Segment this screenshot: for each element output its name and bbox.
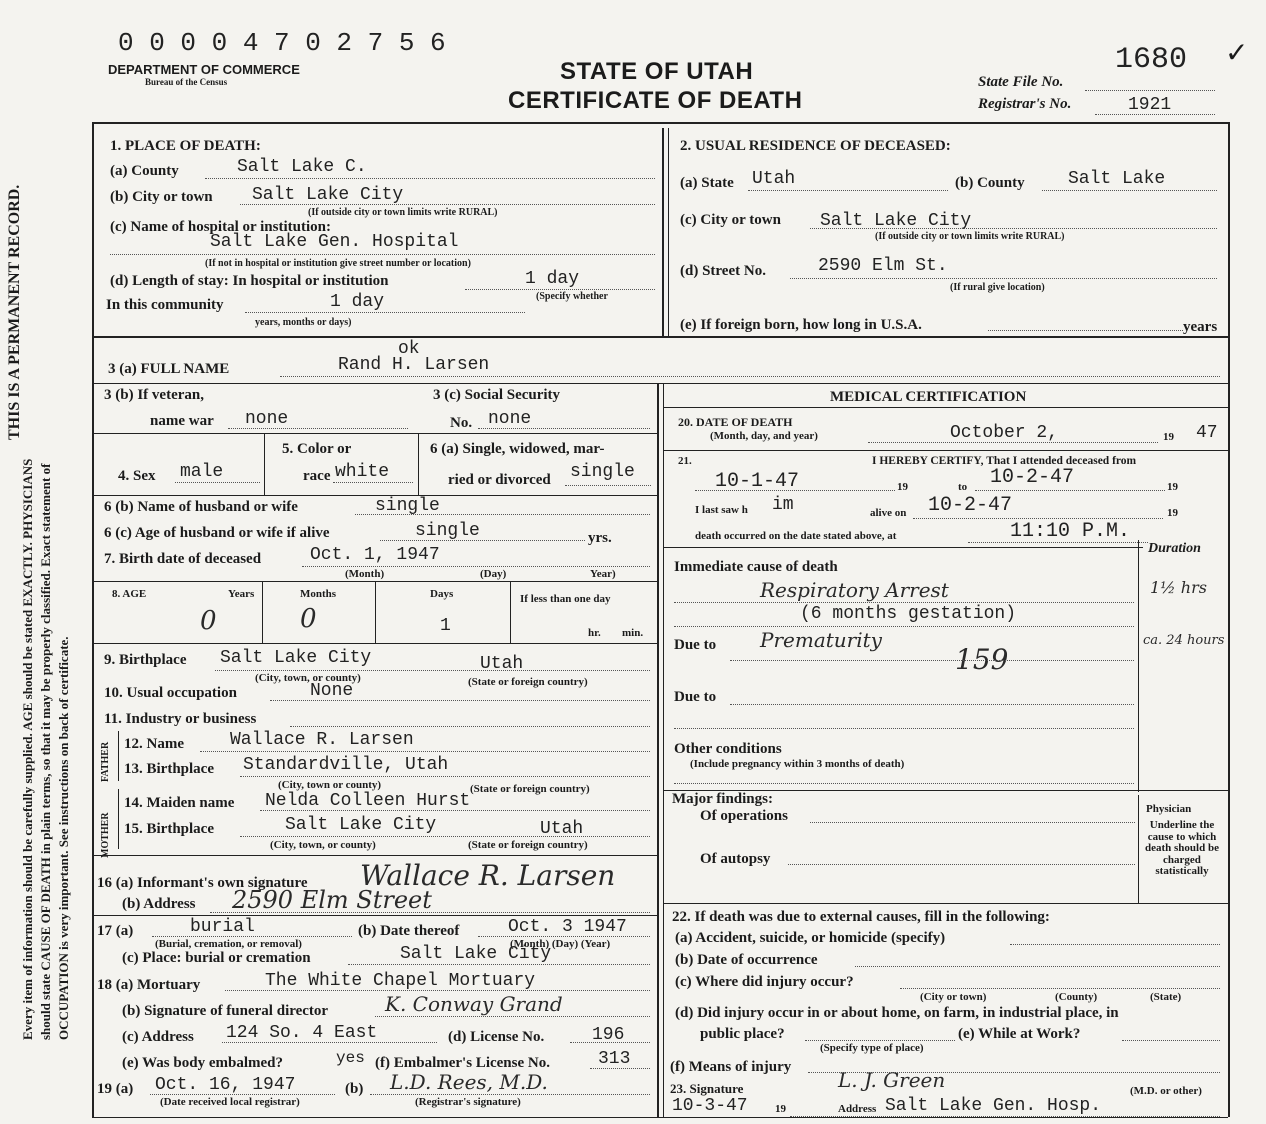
permanent-record-note: THIS IS A PERMANENT RECORD. [6,184,23,440]
bureau-label: Bureau of the Census [145,77,228,87]
department-label: DEPARTMENT OF COMMERCE [108,62,300,77]
alive-on-value: 10-2-47 [928,494,1013,517]
date-received-note: (Date received local registrar) [160,1096,300,1108]
major-findings-label: Major findings: [672,791,773,807]
disposition-date-value: Oct. 3 1947 [508,917,627,937]
yrs-label: yrs. [588,530,612,546]
disposition-date-note: (Month) (Day) (Year) [510,938,611,950]
birthplace-state-value: Utah [480,654,524,674]
father-birthplace-value: Standardville, Utah [243,755,449,775]
veteran-label: 3 (b) If veteran, [104,387,204,403]
pod-community-note: years, months or days) [255,317,352,328]
certificate-serial: 0 0 0 0 4 7 0 2 7 5 6 [118,28,446,58]
mother-maiden-label: 14. Maiden name [124,795,235,811]
pod-stay-value: 1 day [525,269,580,289]
date-of-death-year: 47 [1196,423,1218,443]
due-to-1-duration: ca. 24 hours [1143,633,1225,648]
certifier-date-19: 19 [775,1103,786,1115]
informant-signature-value: Wallace R. Larsen [360,859,616,892]
marital-value: single [570,462,635,482]
place-of-death-heading: 1. PLACE OF DEATH: [110,138,261,154]
war-value: none [245,409,289,429]
attended-from-19: 19 [897,481,908,493]
res-city-value: Salt Lake City [820,211,972,231]
color-label: 5. Color or [282,441,352,457]
age-hr-label: hr. [588,627,601,639]
external-f-label: (f) Means of injury [670,1059,792,1075]
spouse-age-label: 6 (c) Age of husband or wife if alive [104,525,330,541]
birthplace-city-note: (City, town, or county) [255,672,361,684]
date-of-death-label: 20. DATE OF DEATH [678,415,793,429]
age-min-label: min. [622,627,644,639]
res-city-label: (c) City or town [680,212,781,228]
alive-on-19: 19 [1167,507,1178,519]
age-days-col: Days [430,588,454,600]
marital-label: 6 (a) Single, widowed, mar- [430,441,605,457]
age-years-col: Years [228,588,255,600]
instructions-line-3: OCCUPATION is very important. See instructions on back of certificate. [56,636,71,1040]
instructions-line-1: Every item of information should be carefully supplied. AGE should be stated EXACTLY. PHYSICIANS [20,458,35,1040]
other-conditions-label: Other conditions [674,741,782,757]
certifier-signature-label: 23. Signature [670,1081,744,1096]
date-received-label: 19 (a) [97,1081,134,1097]
mother-birthplace-label: 15. Birthplace [124,821,214,837]
physician-note: Underline the cause to which death should be charged statistically [1145,819,1219,878]
immediate-cause-label: Immediate cause of death [674,559,838,575]
pod-community-label: In this community [106,297,224,313]
birth-date-label: 7. Birth date of deceased [104,551,262,567]
res-state-label: (a) State [680,175,734,191]
physician-note-title: Physician [1146,803,1192,815]
res-county-label: (b) County [955,175,1025,191]
immediate-duration-value: 1½ hrs [1150,578,1207,597]
attended-to-value: 10-2-47 [990,466,1075,489]
spouse-name-value: single [375,496,440,516]
disposition-date-label: (b) Date thereof [358,923,460,939]
state-file-value: 1680 [1115,43,1188,77]
medical-heading: MEDICAL CERTIFICATION [830,389,1027,405]
last-saw-label: I last saw h [695,504,748,516]
external-c-city-note: (City or town) [920,991,987,1003]
duration-label: Duration [1148,541,1201,556]
mortuary-value: The White Chapel Mortuary [265,971,536,991]
birthplace-city-value: Salt Lake City [220,648,372,668]
burial-place-value: Salt Lake City [400,944,552,964]
embalmer-license-value: 313 [598,1049,631,1069]
certify-text: I HEREBY CERTIFY, That I attended deceased from [872,455,1137,467]
death-occurred-value: 11:10 P.M. [1010,520,1131,543]
last-saw-value: im [772,495,794,515]
pod-city-note: (If outside city or town limits write RURAL) [308,207,498,218]
mother-maiden-value: Nelda Colleen Hurst [265,791,471,811]
mother-state-note: (State or foreign country) [468,839,588,851]
pod-specify-note: (Specify whether [536,291,608,302]
external-b-label: (b) Date of occurrence [675,952,818,968]
certifier-address-label: Address [838,1103,877,1115]
alive-on-label: alive on [870,507,907,519]
disposition-note: (Burial, cremation, or removal) [155,938,302,950]
age-months-value: 0 [300,604,317,634]
pod-community-value: 1 day [330,292,385,312]
informant-address-value: 2590 Elm Street [232,886,432,914]
pod-county-value: Salt Lake C. [237,157,367,177]
birth-year-note: Year) [590,568,616,580]
funeral-director-label: (b) Signature of funeral director [122,1003,329,1019]
of-autopsy-label: Of autopsy [700,851,771,867]
res-county-value: Salt Lake [1068,169,1166,189]
immediate-cause-value: Respiratory Arrest [760,578,949,602]
embalmed-value: yes [336,1049,365,1067]
age-less-than-day-col: If less than one day [520,593,611,605]
due-to-1-label: Due to [674,637,717,653]
external-e-label: (e) While at Work? [958,1026,1081,1042]
age-label: 8. AGE [112,588,147,600]
registrar-value: 1921 [1128,95,1172,115]
date-of-death-century: 19 [1163,431,1174,443]
external-d-label-2: public place? [700,1026,785,1042]
immediate-cause-extra: (6 months gestation) [800,604,1017,624]
full-name-label: 3 (a) FULL NAME [108,361,230,377]
occupation-value: None [310,681,354,701]
spouse-name-label: 6 (b) Name of husband or wife [104,499,298,515]
mother-birthplace-state: Utah [540,819,584,839]
mother-city-note: (City, town, or county) [270,839,376,851]
due-to-2-label: Due to [674,689,717,705]
sex-label: 4. Sex [118,468,156,484]
item-21-label: 21. [678,455,692,467]
pod-hospital-label: (c) Name of hospital or institution: [110,219,331,235]
sex-value: male [180,462,224,482]
license-label: (d) License No. [448,1029,545,1045]
license-value: 196 [592,1025,625,1045]
res-years-label: years [1183,319,1218,335]
state-file-label: State File No. [978,74,1064,90]
external-causes-heading: 22. If death was due to external causes, fill in the following: [672,909,1050,925]
name-ok-note: ok [398,339,420,359]
due-to-1-value: Prematurity [760,628,882,652]
war-label: name war [150,413,214,429]
registrar-signature: L.D. Rees, M.D. [390,1070,548,1094]
burial-place-label: (c) Place: burial or cremation [122,950,311,966]
attended-to-19: 19 [1167,481,1178,493]
birth-day-note: (Day) [480,568,507,580]
birthplace-state-note: (State or foreign country) [468,676,588,688]
state-title: STATE OF UTAH [560,58,754,85]
informant-address-label: (b) Address [122,896,196,912]
res-state-value: Utah [752,169,796,189]
pod-hospital-note: (If not in hospital or institution give street number or location) [205,258,471,269]
disposition-value: burial [190,917,255,937]
age-years-value: 0 [200,606,217,636]
res-city-note: (If outside city or town limits write RURAL) [875,231,1065,242]
mortuary-address-label: (c) Address [122,1029,194,1045]
funeral-director-signature: K. Conway Grand [385,992,563,1016]
father-name-value: Wallace R. Larsen [230,730,414,750]
race-value: white [335,462,390,482]
father-birthplace-label: 13. Birthplace [124,761,214,777]
race-label: race [303,468,331,484]
res-street-note: (If rural give location) [950,282,1045,293]
spouse-age-value: single [415,521,480,541]
mortuary-label: 18 (a) Mortuary [97,977,201,993]
residence-heading: 2. USUAL RESIDENCE OF DECEASED: [680,138,951,154]
mortuary-address-value: 124 So. 4 East [226,1023,378,1043]
mother-side-label: MOTHER [100,812,111,858]
birth-month-note: (Month) [345,568,385,580]
registrar-signature-label: (b) [345,1081,364,1097]
attended-to-label: to [958,481,968,493]
certifier-date-value: 10-3-47 [672,1096,748,1116]
date-received-value: Oct. 16, 1947 [155,1075,296,1095]
pod-stay-label: (d) Length of stay: In hospital or institution [110,273,389,289]
certifier-address-value: Salt Lake Gen. Hosp. [885,1096,1102,1116]
pod-city-label: (b) City or town [110,189,213,205]
other-conditions-note: (Include pregnancy within 3 months of death) [690,758,905,770]
attended-from-value: 10-1-47 [715,470,800,493]
father-name-label: 12. Name [124,736,184,752]
external-d-label: (d) Did injury occur in or about home, on farm, in industrial place, in [675,1005,1119,1021]
ssn-value: none [488,409,532,429]
of-operations-label: Of operations [700,808,788,824]
certifier-signature: L. J. Green [838,1068,946,1092]
external-d-note: (Specify type of place) [820,1042,924,1054]
check-mark: ✓ [1225,38,1249,69]
ssn-no-label: No. [450,415,473,431]
mother-birthplace-city: Salt Lake City [285,815,437,835]
external-c-county-note: (County) [1055,991,1098,1003]
occupation-label: 10. Usual occupation [104,685,237,701]
external-c-state-note: (State) [1150,991,1182,1003]
res-street-value: 2590 Elm St. [818,256,948,276]
external-c-label: (c) Where did injury occur? [675,974,854,990]
res-street-label: (d) Street No. [680,263,766,279]
disposition-label: 17 (a) [97,923,134,939]
ssn-label: 3 (c) Social Security [433,387,561,403]
certificate-title: CERTIFICATE OF DEATH [508,87,803,114]
industry-label: 11. Industry or business [104,711,257,727]
birth-date-value: Oct. 1, 1947 [310,545,440,565]
age-months-col: Months [300,588,337,600]
pod-city-value: Salt Lake City [252,185,404,205]
res-foreign-label: (e) If foreign born, how long in U.S.A. [680,317,922,333]
full-name-value: Rand H. Larsen [338,355,490,375]
instructions-line-2: should state CAUSE OF DEATH in plain terms, so that it may be properly classified. Exact statement of [38,463,53,1040]
age-days-value: 1 [440,616,451,636]
pod-hospital-value: Salt Lake Gen. Hospital [210,232,459,252]
external-a-label: (a) Accident, suicide, or homicide (specify) [675,930,946,946]
father-state-note: (State or foreign country) [470,783,590,795]
due-to-1-code: 159 [955,643,1009,676]
embalmer-license-label: (f) Embalmer's License No. [375,1055,550,1071]
death-occurred-label: death occurred on the date stated above, at [695,530,897,542]
registrar-label: Registrar's No. [978,96,1072,112]
marital-label-2: ried or divorced [448,472,551,488]
date-of-death-note: (Month, day, and year) [710,430,818,442]
informant-signature-label: 16 (a) Informant's own signature [97,875,308,891]
father-side-label: FATHER [100,741,111,782]
birthplace-label: 9. Birthplace [104,652,187,668]
embalmed-label: (e) Was body embalmed? [122,1055,283,1071]
date-of-death-value: October 2, [950,423,1059,443]
registrar-signature-note: (Registrar's signature) [415,1096,521,1108]
pod-county-label: (a) County [110,163,179,179]
certifier-md-note: (M.D. or other) [1130,1085,1202,1097]
father-city-note: (City, town or county) [278,779,382,791]
